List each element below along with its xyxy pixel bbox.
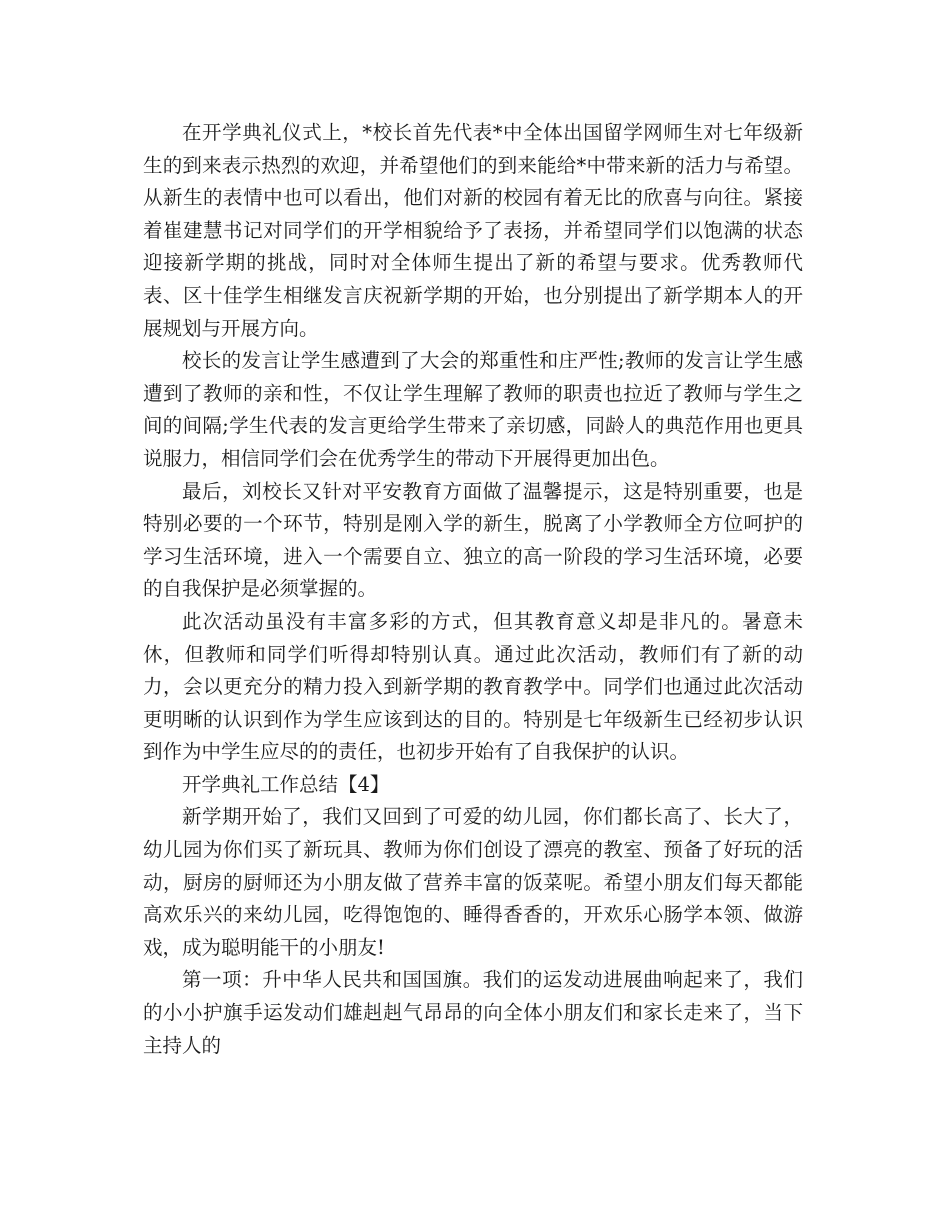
section-heading: 开学典礼工作总结【4】 [182, 772, 390, 796]
paragraph-speeches-effect: 校长的发言让学生感遭到了大会的郑重性和庄严性;教师的发言让学生感遭到了教师的亲和性，不仅让学生理解了教师的职责也拉近了教师与学生之间的间隔;学生代表的发言更给学生带来了亲切感，同龄人的典范作用也更具说服力，相信同学们会在优秀学生的带动下开展得更加出色。 [143, 349, 803, 470]
paragraph-new-semester: 新学期开始了，我们又回到了可爱的幼儿园，你们都长高了、长大了，幼儿园为你们买了新玩具、教师为你们创设了漂亮的教室、预备了好玩的活动，厨房的厨师还为小朋友做了营养丰富的饭菜呢。希望小朋友们每天都能高欢乐兴的来幼儿园，吃得饱饱的、睡得香香的，开欢乐心肠学本领、做游戏，成为聪明能干的小朋友! [143, 805, 803, 959]
paragraph-activity-significance: 此次活动虽没有丰富多彩的方式，但其教育意义却是非凡的。暑意未休，但教师和同学们听得却特别认真。通过此次活动，教师们有了新的动力，会以更充分的精力投入到新学期的教育教学中。同学们也通过此次活动更明晰的认识到作为学生应该到达的目的。特别是七年级新生已经初步认识到作为中学生应尽的的责任，也初步开始有了自我保护的认识。 [143, 609, 803, 764]
paragraph-flag-raising: 第一项：升中华人民共和国国旗。我们的运发动进展曲响起来了，我们的小小护旗手运发动们雄赳赳气昂昂的向全体小朋友们和家长走来了，当下主持人的 [143, 968, 803, 1057]
paragraph-opening-ceremony: 在开学典礼仪式上，*校长首先代表*中全体出国留学网师生对七年级新生的到来表示热烈的欢迎，并希望他们的到来能给*中带来新的活力与希望。从新生的表情中也可以看出，他们对新的校园有着无比的欣喜与向往。紧接着崔建慧书记对同学们的开学相貌给予了表扬，并希望同学们以饱满的状态迎接新学期的挑战，同时对全体师生提出了新的希望与要求。优秀教师代表、区十佳学生相继发言庆祝新学期的开始，也分别提出了新学期本人的开展规划与开展方向。 [143, 121, 803, 340]
document-body [143, 117, 803, 1062]
paragraph-safety-education: 最后，刘校长又针对平安教育方面做了温馨提示，这是特别重要，也是特别必要的一个环节，特别是刚入学的新生，脱离了小学教师全方位呵护的学习生活环境，进入一个需要自立、独立的高一阶段的学习生活环境，必要的自我保护是必须掌握的。 [143, 479, 803, 601]
